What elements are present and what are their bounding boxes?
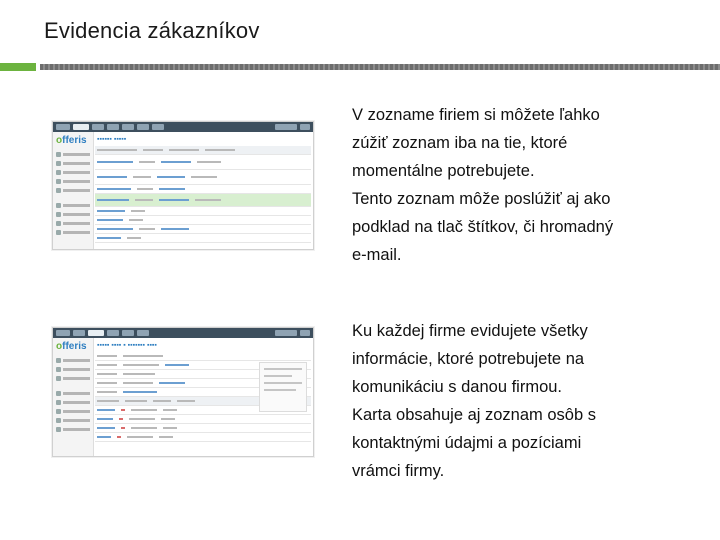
app-main <box>95 340 311 456</box>
text-line: podklad na tlač štítkov, či hromadný <box>352 218 614 236</box>
app-main <box>95 134 311 249</box>
app-sidebar <box>53 338 94 456</box>
app-tabbar <box>53 328 313 338</box>
app-logo: offeris <box>56 135 87 146</box>
text-line: komunikáciu s danou firmou. <box>352 378 563 396</box>
company-list-screenshot <box>52 121 314 250</box>
text-line: zúžiť zoznam iba na tie, ktoré <box>352 134 568 152</box>
slide-title: Evidencia zákazníkov <box>44 18 260 43</box>
text-line: Karta obsahuje aj zoznam osôb s <box>352 406 596 424</box>
text-line: informácie, ktoré potrebujete na <box>352 350 585 368</box>
app-tabbar <box>53 122 313 132</box>
text-block-company-detail <box>352 317 672 485</box>
app-sidebar <box>53 132 94 249</box>
text-line: Tento zoznam môže poslúžiť aj ako <box>352 190 611 208</box>
text-line: V zozname firiem si môžete ľahko <box>352 106 600 124</box>
detail-heading-placeholder: ▪▪▪▪▪ ▪▪▪▪ ▪ ▪▪▪▪▪▪▪ ▪▪▪▪ <box>97 342 157 349</box>
text-line: e-mail. <box>352 246 402 264</box>
detail-side-panel <box>259 362 307 412</box>
app-logo: offeris <box>56 341 87 352</box>
header-accent-green <box>0 63 36 71</box>
text-line: vrámci firmy. <box>352 462 445 480</box>
text-line: Ku každej firme evidujete všetky <box>352 322 588 340</box>
header-divider <box>0 63 720 71</box>
company-detail-screenshot <box>52 327 314 457</box>
text-line: kontaktnými údajmi a pozíciami <box>352 434 582 452</box>
text-block-company-list <box>352 101 672 269</box>
header-accent-gray <box>40 64 720 70</box>
list-heading-placeholder: ▪▪▪▪▪▪ ▪▪▪▪▪ <box>97 136 127 143</box>
text-line: momentálne potrebujete. <box>352 162 535 180</box>
